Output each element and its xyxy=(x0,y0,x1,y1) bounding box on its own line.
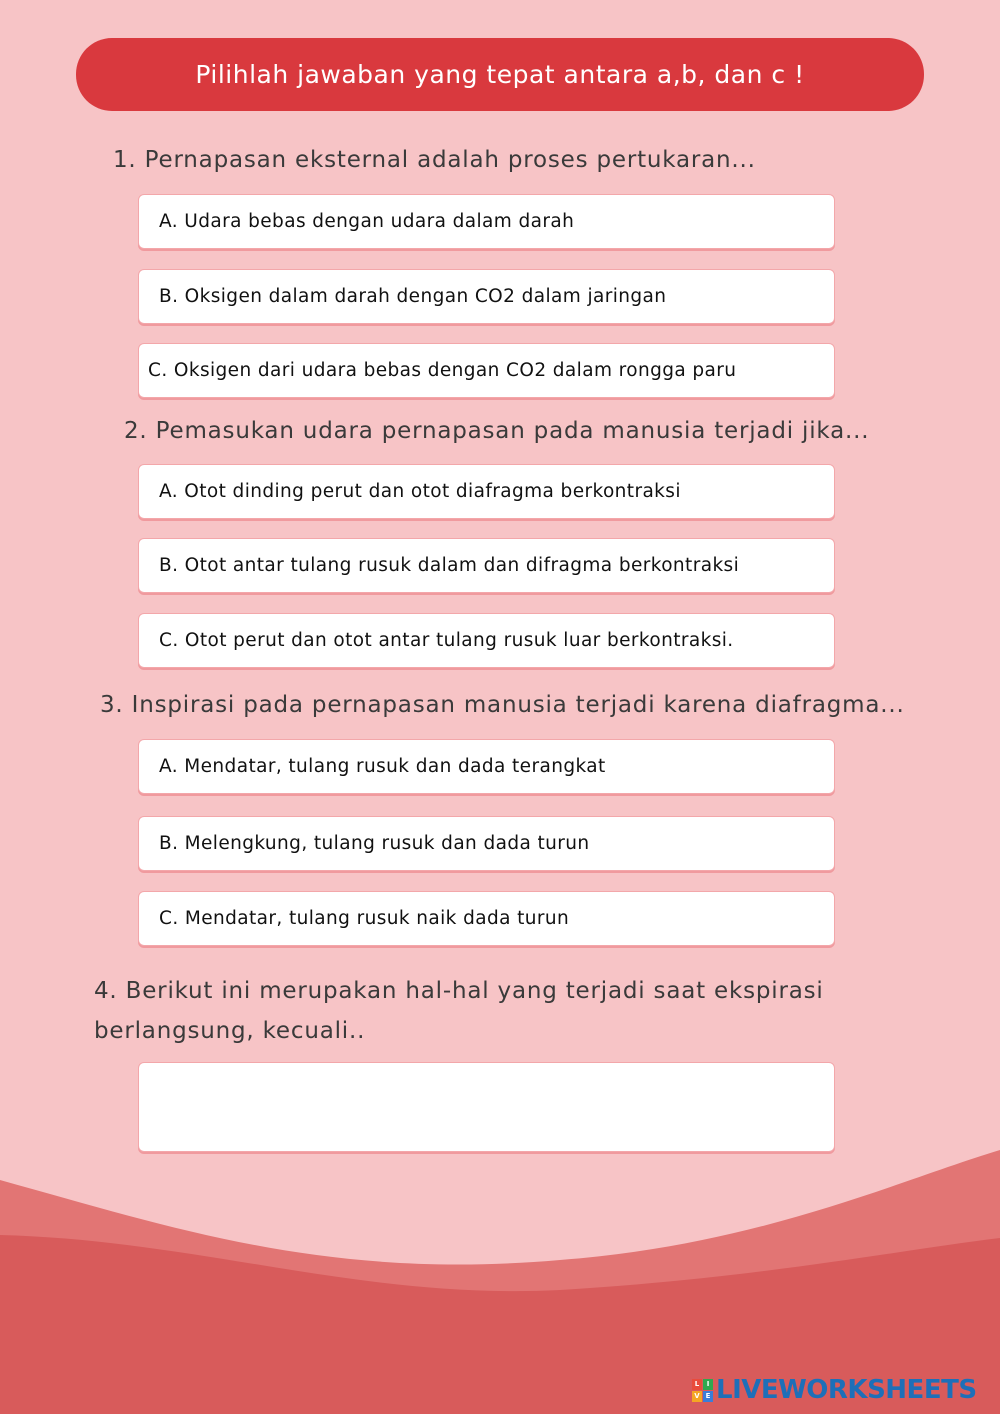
logo-letter: L xyxy=(692,1379,702,1390)
question-4-text-line-2: berlangsung, kecuali.. xyxy=(94,1018,366,1044)
question-3-option-c[interactable] xyxy=(138,891,835,946)
option-label: A. Udara bebas dengan udara dalam darah xyxy=(159,211,575,232)
option-label: B. Otot antar tulang rusuk dalam dan difragma berkontraksi xyxy=(159,555,740,576)
liveworksheets-wordmark: LIVEWORKSHEETS xyxy=(716,1375,977,1405)
question-1-text: 1. Pernapasan eksternal adalah proses pertukaran... xyxy=(113,147,756,173)
option-label: B. Melengkung, tulang rusuk dan dada turun xyxy=(159,833,590,854)
question-3-option-a[interactable] xyxy=(138,739,835,794)
option-label: C. Mendatar, tulang rusuk naik dada turun xyxy=(159,908,570,929)
question-1-option-b[interactable] xyxy=(138,269,835,324)
logo-letter: I xyxy=(703,1379,713,1390)
option-label: A. Mendatar, tulang rusuk dan dada terangkat xyxy=(159,756,606,777)
option-label: C. Oksigen dari udara bebas dengan CO2 dalam rongga paru xyxy=(148,360,737,381)
instruction-banner xyxy=(76,38,924,111)
question-2-option-a[interactable] xyxy=(138,464,835,519)
option-label: A. Otot dinding perut dan otot diafragma berkontraksi xyxy=(159,481,681,502)
logo-letter: V xyxy=(692,1391,702,1402)
question-4-text-line-1: 4. Berikut ini merupakan hal-hal yang terjadi saat ekspirasi xyxy=(94,978,824,1004)
question-4-answer-field[interactable] xyxy=(138,1062,835,1152)
option-label: B. Oksigen dalam darah dengan CO2 dalam jaringan xyxy=(159,286,667,307)
instruction-title: Pilihlah jawaban yang tepat antara a,b, dan c ! xyxy=(195,60,805,89)
question-2-text: 2. Pemasukan udara pernapasan pada manusia terjadi jika... xyxy=(124,418,870,444)
question-2-option-b[interactable] xyxy=(138,538,835,593)
question-2-option-c[interactable] xyxy=(138,613,835,668)
logo-letter: E xyxy=(703,1391,713,1402)
option-label: C. Otot perut dan otot antar tulang rusuk luar berkontraksi. xyxy=(159,630,734,651)
question-3-text: 3. Inspirasi pada pernapasan manusia terjadi karena diafragma... xyxy=(100,692,905,718)
liveworksheets-logo xyxy=(692,1374,977,1406)
question-1-option-c[interactable] xyxy=(138,343,835,398)
question-1-option-a[interactable] xyxy=(138,194,835,249)
question-3-option-b[interactable] xyxy=(138,816,835,871)
liveworksheets-icon xyxy=(692,1379,713,1402)
